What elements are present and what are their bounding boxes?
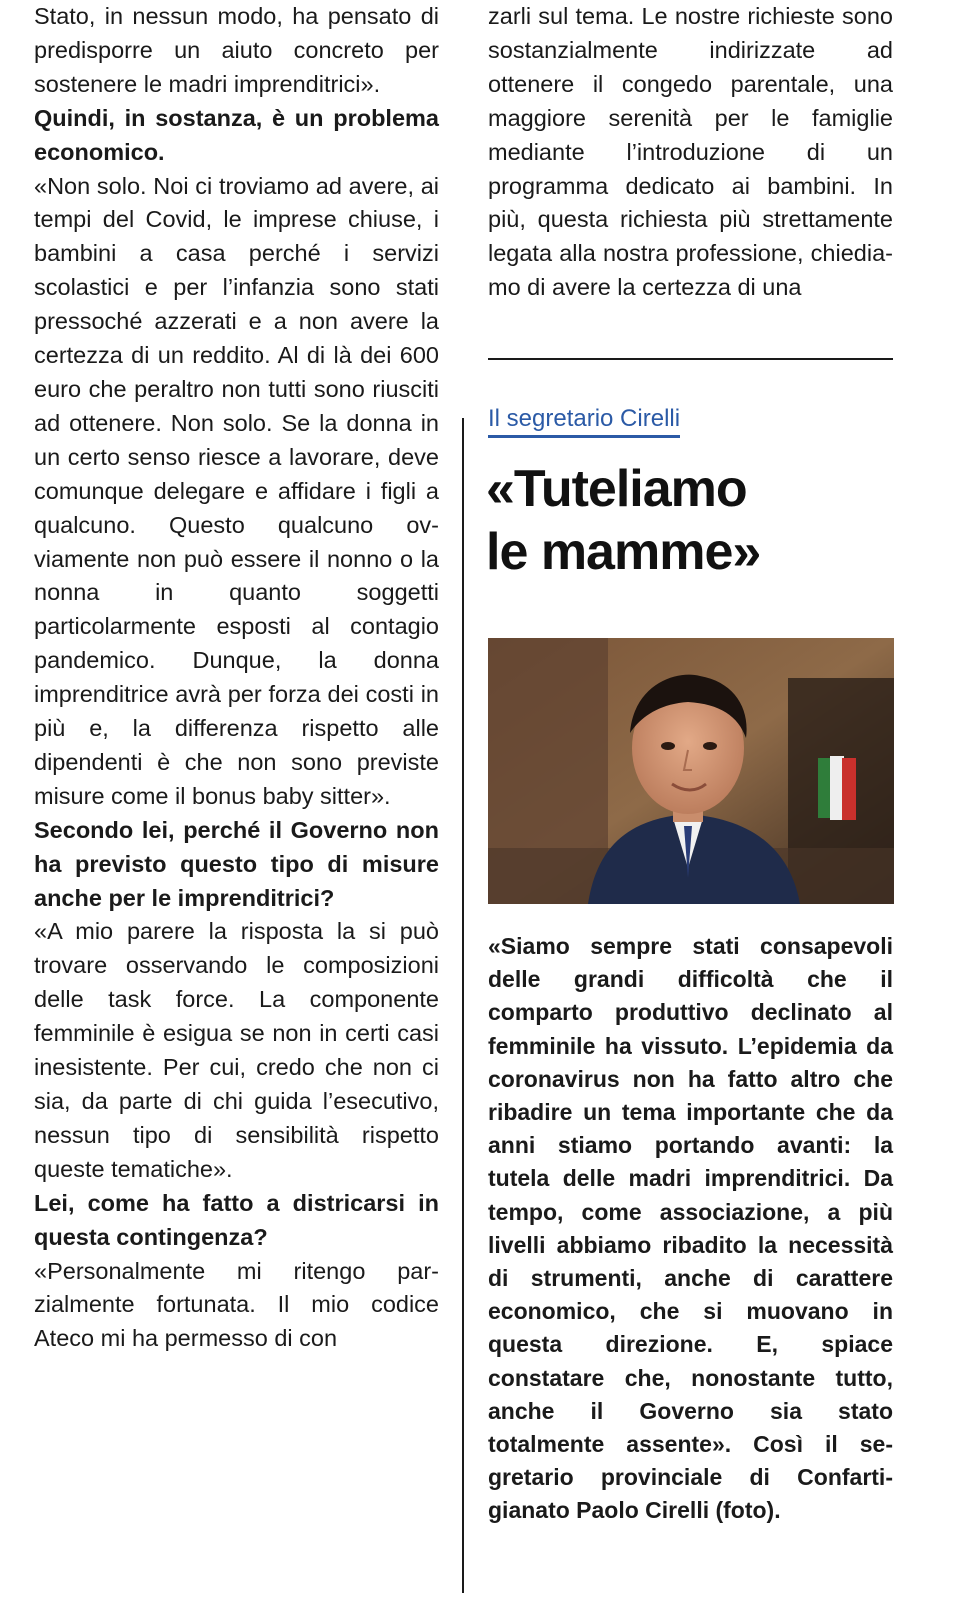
portrait-photo-icon	[488, 638, 894, 904]
sidebar-kicker: Il segretario Cirelli	[488, 405, 680, 438]
sidebar-headline	[486, 458, 906, 584]
interview-question: Quindi, in sostanza, è un problema economico.	[34, 104, 439, 165]
interview-question: Secondo lei, perché il Governo non ha previsto questo tipo di misure anche per le imprenditrici?	[34, 816, 439, 911]
paragraph: «Siamo sempre stati consapevoli delle grandi difficoltà che il comparto produttivo declinato al femminile ha vissuto. L’epidemia da coronavirus non ha fatto altro che ribadire un tema importante che da anni stiamo portando avanti: la tutela delle madri imprenditrici. Da tempo, come associazione, a più livelli abbiamo ribadito la necessità di strumenti, anche di carattere economico, che si muovano in questa direzione. E, spiace constatare che, nonostante tutto, anche il Governo sia stato totalmente assente». Così il segretario provinciale di Confartigianato Paolo Cirelli (foto).	[488, 933, 893, 1524]
paragraph: Stato, in nessun modo, ha pensato di predisporre un aiuto concreto per sostenere le madri imprenditrici».	[34, 3, 439, 97]
interview-question: Lei, come ha fatto a districarsi in questa contingenza?	[34, 1189, 439, 1250]
paragraph: «Non solo. Noi ci troviamo ad avere, ai tempi del Covid, le imprese chiuse, i bambini a casa perché i servizi scolastici e per l’infanzia sono stati pressoché azzerati e a non avere la certezza di un reddito. Al di là dei 600 euro che peraltro non tutti sono riusciti ad ottenere. Non solo. Se la donna in un certo senso riesce a lavorare, deve comunque delegare e affidare i figli a qualcuno. Questo qualcuno ovviamente non può essere il nonno o la nonna in quanto soggetti particolarmente esposti al contagio pandemico. Dunque, la donna imprenditrice avrà per forza dei costi in più e, la differenza rispetto alle dipendenti è che non sono previste misure come il bonus baby sitter».	[34, 172, 439, 809]
paragraph: zarli sul tema. Le nostre richieste sono sostanzialmente indirizzate ad ottenere il congedo parentale, una maggiore serenità per le famiglie mediante l’introduzione di un programma dedicato ai bambini. In più, questa richiesta più strettamente legata alla nostra professione, chiediamo di avere la certezza di una	[488, 3, 893, 301]
left-article-column	[34, 0, 439, 1356]
column-divider	[462, 418, 464, 1593]
right-article-column	[488, 0, 893, 305]
headline-line-1: «Tuteliamo	[486, 460, 747, 518]
paragraph: «Personalmente mi ritengo parzialmente fortunata. Il mio codice Ateco mi ha permesso di con	[34, 1257, 439, 1352]
portrait-photo	[488, 638, 894, 904]
paragraph: «A mio parere la risposta la si può trovare osservando le composizioni delle task force. La componente femminile è esigua se non in certi casi inesistente. Per cui, credo che non ci sia, da parte di chi guida l’esecutivo, nessun tipo di sensibilità rispetto queste tematiche».	[34, 918, 439, 1182]
section-divider	[488, 358, 893, 360]
headline-line-2: le mamme»	[486, 523, 761, 581]
sidebar-body	[488, 930, 893, 1528]
